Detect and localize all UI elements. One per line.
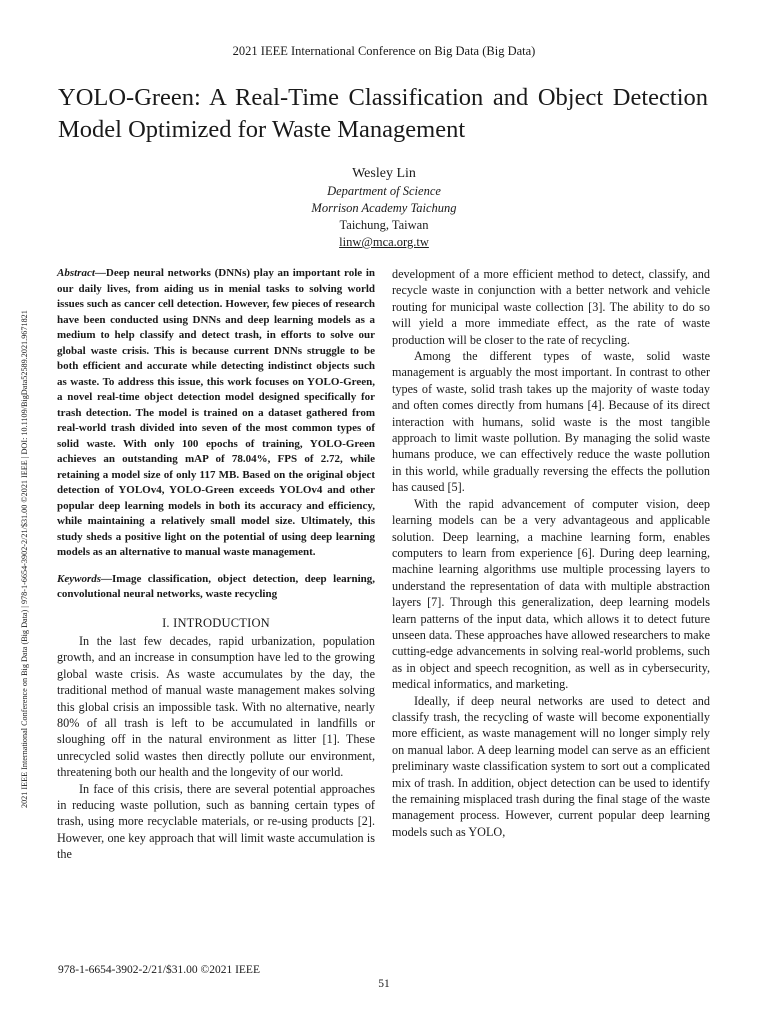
- body-paragraph: In the last few decades, rapid urbanization, population growth, and an increase in consumption have led to the growing global waste crisis. As waste accumulates by the day, the traditional method of manual waste management makes solving this global crisis an impossible task. With no alternative, nearly 80% of all trash is left to be accumulated in landfills or sloughing off in the natural environment as litter [1]. These unrecycled solid wastes then directly pollute our environment, threatening both our health and the longevity of our world.: [57, 633, 375, 780]
- right-column: [392, 266, 710, 840]
- author-location: Taichung, Taiwan: [339, 218, 429, 232]
- author-department: Department of Science: [327, 184, 441, 198]
- body-paragraph: Among the different types of waste, solid waste management is arguably the most important. In contrast to other types of waste, solid trash takes up the majority of waste today and often comes directly from humans [4]. Because of its direct interaction with humans, solid waste is the most tangible approach to limit waste pollution. By managing the solid waste humans produce, we can effectively reduce the waste pollution in this world, while gradually reversing the effects the pollution has caused [5].: [392, 349, 710, 495]
- keywords-text: —Image classification, object detection, deep learning, convolutional neural networks, waste recycling: [57, 572, 375, 600]
- footer-copyright: 978-1-6654-3902-2/21/$31.00 ©2021 IEEE: [58, 964, 260, 976]
- body-paragraph: Ideally, if deep neural networks are used to detect and classify trash, the recycling of waste will become exponentially more efficient, as waste management will no longer simply rely on manual labor. A deep learning model can serve as an efficient preliminary waste classification system to sort out a complicated mix of trash. In addition, object detection can be used to identify the remaining misplaced trash during the final stage of the waste management process. However, current popular deep learning models such as YOLO,: [392, 693, 710, 839]
- keywords-label: Keywords: [57, 572, 101, 585]
- body-paragraph: In face of this crisis, there are several potential approaches in reducing waste pollution, such as banning certain types of trash, using more recyclable materials, or re-using products [2]. However, one key approach that will limit waste accumulation is the: [57, 781, 375, 862]
- page-number: 51: [378, 978, 390, 990]
- abstract-text: —Deep neural networks (DNNs) play an important role in our daily lives, from aiding us in menial tasks to solving world issues such as cancer cell detection. However, few pieces of research have been conducted using DNNs and deep learning models as a medium to help classify and detect trash, in efforts to solve our global waste crisis. This is because current DNNs struggle to be both efficient and accurate while detecting indistinct objects such as waste. To address this issue, this work focuses on YOLO-Green, a novel real-time object detection model designed specifically for trash detection. The model is trained on a dataset gathered from real-world trash divided into seven of the most common types of solid waste. With only 100 epochs of training, YOLO-Green achieves an outstanding mAP of 78.04%, FPS of 2.72, while retaining a model size of only 117 MB. Based on the original object detection of YOLOv4, YOLO-Green exceeds YOLOv4 and other popular deep learning models in both its accuracy and efficiency, while maintaining a relatively small model size. Ultimately, this study sheds a positive light on the potential of using deep learning models as an alternative to manual waste management.: [57, 267, 375, 558]
- author-name: Wesley Lin: [352, 166, 416, 181]
- keywords: [57, 572, 375, 603]
- section-heading-introduction: I. INTRODUCTION: [162, 615, 270, 630]
- body-paragraph: development of a more efficient method to detect, classify, and recycle waste in conjunction with a better network and vehicle routing for municipal waste collection [3]. The ability to do so will yield a more immediate effect, as the rate of waste production will be closer to the rate of recycling.: [392, 267, 710, 347]
- sidebar-citation: 2021 IEEE International Conference on Big Data (Big Data) | 978-1-6654-3902-2/21/$31.00 ©2021 IEEE | DOI: 10.1109/BigData52589.2021.9671821: [20, 310, 29, 808]
- paper-title: YOLO-Green: A Real-Time Classification and Object Detection Model Optimized for Waste Management: [58, 84, 708, 143]
- abstract: [57, 266, 375, 561]
- body-paragraph: With the rapid advancement of computer vision, deep learning models can be a very advantageous and applicable solution. Deep learning, a machine learning form, enables computers to learn from experience [6]. During deep learning, machine learning algorithms use multiple processing layers to understand the representation of data with multiple abstraction layers [7]. Through this generalization, deep learning models learn patterns of the input data, which allows it to detect future unseen data. These approaches have allowed researchers to make cutting-edge advancements in solving real-world problems, such as in object and speech recognition, as well as in cybersecurity, medical informatics, and marketing.: [392, 496, 710, 692]
- author-block: [0, 164, 768, 251]
- left-column: [57, 266, 375, 863]
- author-email-link[interactable]: linw@mca.org.tw: [339, 235, 429, 249]
- conference-header: 2021 IEEE International Conference on Big Data (Big Data): [232, 44, 536, 58]
- abstract-label: Abstract: [57, 267, 95, 279]
- author-organization: Morrison Academy Taichung: [311, 201, 457, 215]
